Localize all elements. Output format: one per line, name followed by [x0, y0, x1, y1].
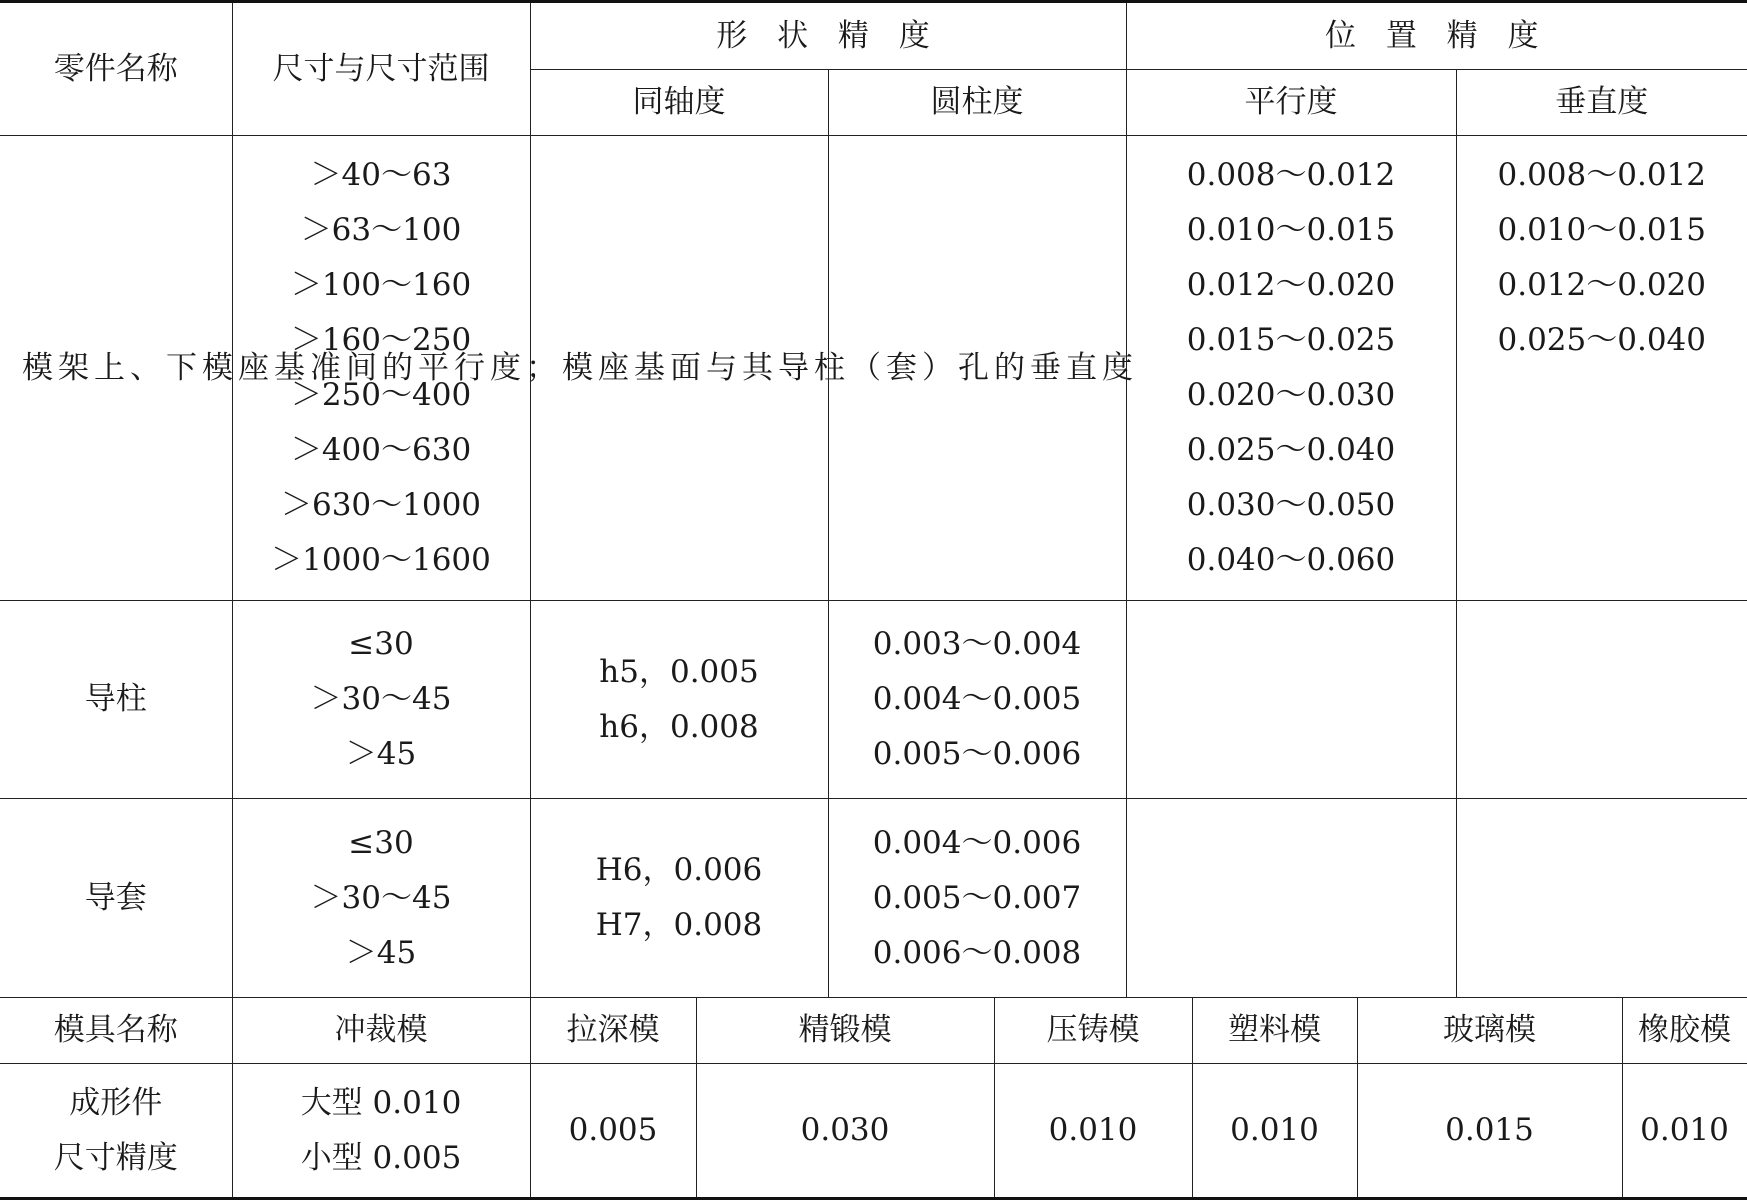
- header-part-name: 零件名称: [0, 2, 232, 136]
- list-item: ≤30: [233, 816, 530, 871]
- guide-pillar-perpendicularity-cell: [1456, 601, 1747, 799]
- list-item: 0.008～0.012: [1457, 148, 1747, 203]
- formed-part-die-casting: 0.010: [994, 1064, 1192, 1199]
- formed-part-deep-drawing: 0.005: [530, 1064, 696, 1199]
- list-item: ＞63～100: [233, 203, 530, 258]
- list-item: ＞30～45: [233, 672, 530, 727]
- list-item: 0.015～0.025: [1127, 313, 1456, 368]
- guide-bush-perpendicularity-cell: [1456, 799, 1747, 998]
- guide-bush-size-list: [232, 799, 530, 998]
- guide-bush-cylindricity-list: [828, 799, 1126, 998]
- list-item: H6，0.006: [531, 843, 828, 898]
- list-item: 小型 0.005: [233, 1131, 530, 1186]
- formed-part-precision-forging: 0.030: [696, 1064, 994, 1199]
- list-item: 0.006～0.008: [829, 926, 1126, 981]
- header-parallelism: 平行度: [1126, 70, 1456, 136]
- list-item: ＞400～630: [233, 423, 530, 478]
- list-item: ＞1000～1600: [233, 533, 530, 588]
- list-item: 0.012～0.020: [1127, 258, 1456, 313]
- formed-part-rubber: 0.010: [1622, 1064, 1747, 1199]
- formed-part-label-line: 尺寸精度: [0, 1131, 232, 1186]
- list-item: ≤30: [233, 617, 530, 672]
- list-item: ＞630～1000: [233, 478, 530, 533]
- mold-name-deep-drawing: 拉深模: [530, 998, 696, 1064]
- header-size-range: 尺寸与尺寸范围: [232, 2, 530, 136]
- list-item: ＞30～45: [233, 871, 530, 926]
- header-cylindricity: 圆柱度: [828, 70, 1126, 136]
- list-item: 大型 0.010: [233, 1076, 530, 1131]
- list-item: ＞250～400: [233, 368, 530, 423]
- mold-name-precision-forging: 精锻模: [696, 998, 994, 1064]
- mold-name-glass: 玻璃模: [1357, 998, 1622, 1064]
- list-item: 0.020～0.030: [1127, 368, 1456, 423]
- formed-part-glass: 0.015: [1357, 1064, 1622, 1199]
- guide-pillar-cylindricity-list: [828, 601, 1126, 799]
- list-item: H7，0.008: [531, 898, 828, 953]
- list-item: 0.012～0.020: [1457, 258, 1747, 313]
- list-item: 0.003～0.004: [829, 617, 1126, 672]
- mold-name-blanking: 冲裁模: [232, 998, 530, 1064]
- list-item: h5，0.005: [531, 645, 828, 700]
- list-item: 0.004～0.005: [829, 672, 1126, 727]
- list-item: ＞160～250: [233, 313, 530, 368]
- guide-pillar-name: 导柱: [0, 601, 232, 799]
- list-item: ＞45: [233, 926, 530, 981]
- formed-part-label: [0, 1064, 232, 1199]
- list-item: 0.025～0.040: [1457, 313, 1747, 368]
- guide-bush-coaxiality-list: [530, 799, 828, 998]
- list-item: h6，0.008: [531, 700, 828, 755]
- mold-name-plastic: 塑料模: [1192, 998, 1357, 1064]
- guide-pillar-coaxiality-list: [530, 601, 828, 799]
- header-shape-accuracy: 形 状 精 度: [530, 2, 1126, 70]
- list-item: ＞45: [233, 727, 530, 782]
- list-item: 0.010～0.015: [1127, 203, 1456, 258]
- mold-name-label: 模具名称: [0, 998, 232, 1064]
- header-perpendicularity: 垂直度: [1456, 70, 1747, 136]
- list-item: 0.008～0.012: [1127, 148, 1456, 203]
- list-item: 0.040～0.060: [1127, 533, 1456, 588]
- formed-part-blanking: [232, 1064, 530, 1199]
- list-item: ＞40～63: [233, 148, 530, 203]
- frame-part-name: 模架上、下模座基准间的平行度；模座基面与其导柱（套）孔的垂直度: [0, 136, 232, 601]
- frame-perpendicularity-list: [1456, 136, 1747, 601]
- formed-part-plastic: 0.010: [1192, 1064, 1357, 1199]
- list-item: ＞100～160: [233, 258, 530, 313]
- list-item: 0.004～0.006: [829, 816, 1126, 871]
- formed-part-label-line: 成形件: [0, 1076, 232, 1131]
- list-item: 0.030～0.050: [1127, 478, 1456, 533]
- list-item: 0.005～0.007: [829, 871, 1126, 926]
- list-item: 0.005～0.006: [829, 727, 1126, 782]
- frame-parallelism-list: [1126, 136, 1456, 601]
- list-item: 0.025～0.040: [1127, 423, 1456, 478]
- guide-bush-name: 导套: [0, 799, 232, 998]
- list-item: 0.010～0.015: [1457, 203, 1747, 258]
- header-coaxiality: 同轴度: [530, 70, 828, 136]
- mold-name-rubber: 橡胶模: [1622, 998, 1747, 1064]
- guide-bush-parallelism-cell: [1126, 799, 1456, 998]
- mold-name-die-casting: 压铸模: [994, 998, 1192, 1064]
- guide-pillar-parallelism-cell: [1126, 601, 1456, 799]
- header-position-accuracy: 位 置 精 度: [1126, 2, 1747, 70]
- guide-pillar-size-list: [232, 601, 530, 799]
